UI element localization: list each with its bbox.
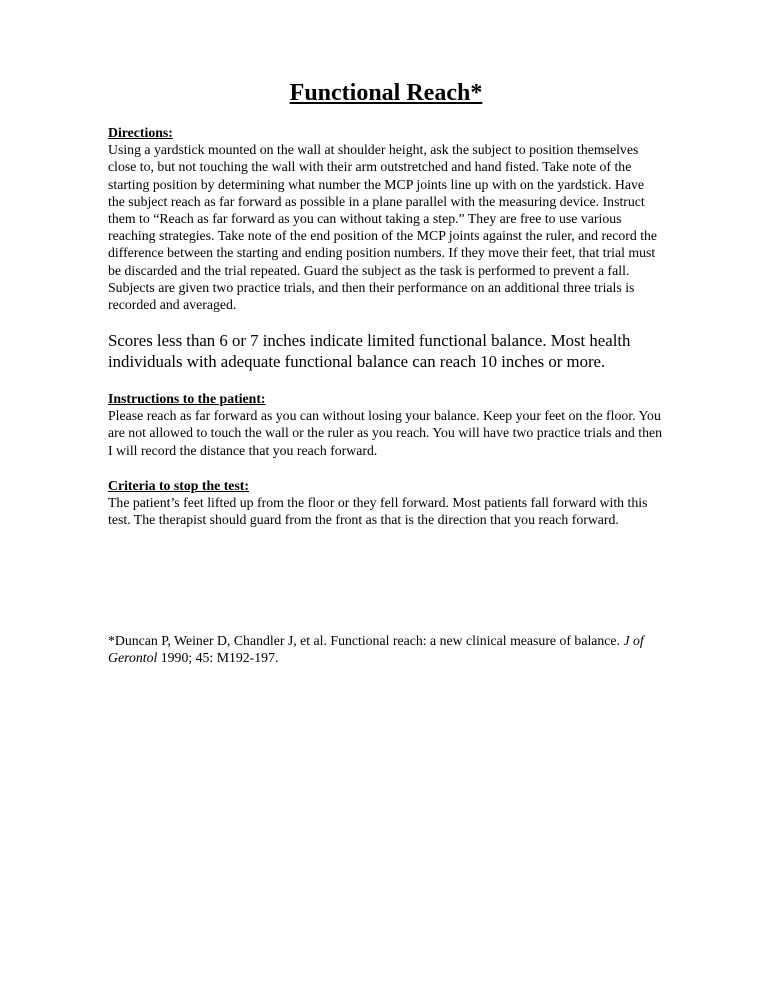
directions-text: Using a yardstick mounted on the wall at shoulder height, ask the subject to position themselves close to, but not touching the wall with their arm outstretched and hand fisted. Take note of the starting position by determining what number the MCP joints line up with on the yardstick. Have the subject reach as far forward as possible in a plane parallel with the measuring device. Instruct them to “Reach as far forward as you can without taking a step.” They are free to use various reaching strategies. Take note of the end position of the MCP joints against the ruler, and record the difference between the starting and ending position numbers. If they move their feet, that trial must be discarded and the trial repeated. Guard the subject as the task is performed to prevent a fall. Subjects are given two practice trials, and then their performance on an additional three trials is recorded and averaged. — [108, 142, 658, 313]
instructions-heading: Instructions to the patient: — [108, 391, 266, 406]
instructions-text: Please reach as far forward as you can without losing your balance. Keep your feet on the floor. You are not allowed to touch the wall or the ruler as you reach. You will have two practice trials and then I will record the distance that you reach forward. — [108, 408, 663, 458]
criteria-heading: Criteria to stop the test: — [108, 478, 249, 493]
scores-paragraph: Scores less than 6 or 7 inches indicate limited functional balance. Most health individuals with adequate functional balance can reach 10 inches or more. — [108, 331, 631, 371]
instructions-section — [108, 390, 664, 459]
citation-prefix: *Duncan P, Weiner D, Chandler J, et al. Functional reach: a new clinical measure of balance. — [108, 633, 624, 648]
page-title: Functional Reach* — [289, 80, 483, 106]
criteria-section — [108, 477, 664, 529]
criteria-text: The patient’s feet lifted up from the floor or they fell forward. Most patients fall forward with this test. The therapist should guard from the front as that is the direction that you reach forward. — [108, 495, 648, 528]
directions-heading: Directions: — [108, 125, 173, 140]
citation — [108, 632, 664, 666]
citation-journal: J of Gerontol — [108, 633, 644, 666]
directions-section — [108, 124, 664, 313]
citation-suffix: 1990; 45: M192-197. — [157, 650, 279, 666]
